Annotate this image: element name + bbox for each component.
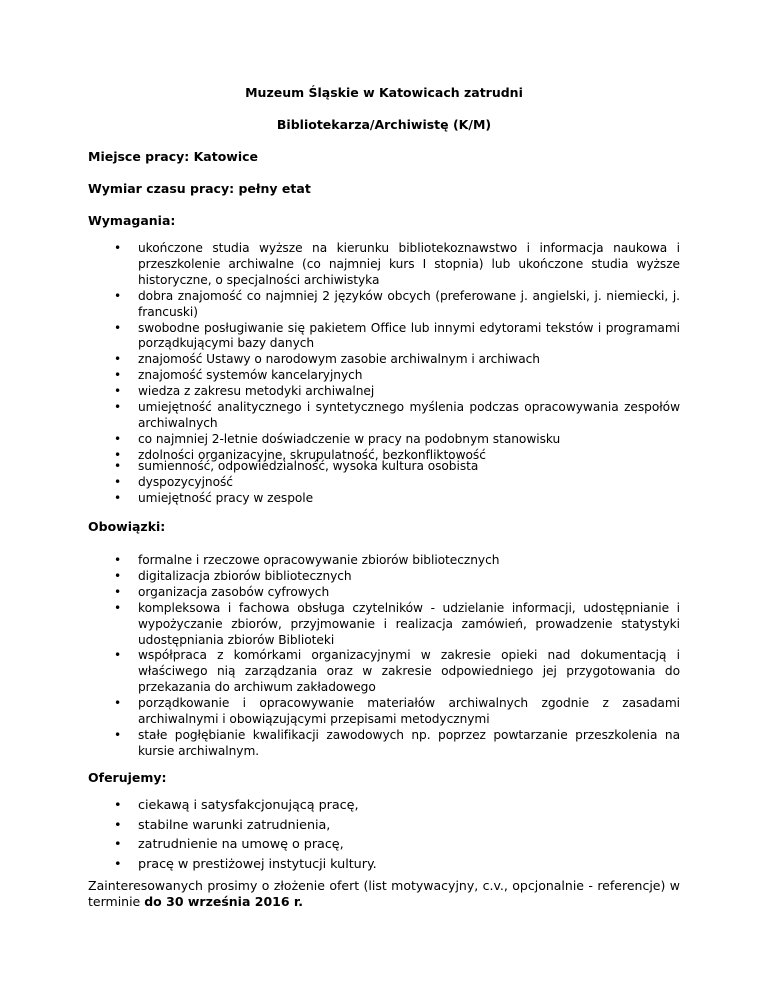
list-item: • pracę w prestiżowej instytucji kultury. xyxy=(88,855,680,875)
requirements-heading: Wymagania: xyxy=(88,213,176,228)
requirements-list-continued xyxy=(88,459,680,507)
list-item: • znajomość systemów kancelaryjnych xyxy=(88,368,680,384)
workplace-line: Miejsce pracy: Katowice xyxy=(88,149,259,164)
list-item: • dobra znajomość co najmniej 2 języków obcych (preferowane j. angielski, j. niemiecki, j. francuski) xyxy=(88,289,680,321)
list-item: • sumienność, odpowiedzialność, wysoka kultura osobista xyxy=(88,459,680,475)
list-item: • stabilne warunki zatrudnienia, xyxy=(88,816,680,836)
document-title: Muzeum Śląskie w Katowicach zatrudni xyxy=(245,85,523,100)
offer-list xyxy=(88,796,680,874)
list-item: • zdolności organizacyjne, skrupulatność, bezkonfliktowość xyxy=(88,448,680,464)
list-item: • wiedza z zakresu metodyki archiwalnej xyxy=(88,384,680,400)
offer-heading: Oferujemy: xyxy=(88,770,167,785)
list-item: • porządkowanie i opracowywanie materiałów archiwalnych zgodnie z zasadami archiwalnymi i obowiązującymi przepisami metodycznymi xyxy=(88,696,680,728)
list-item: • formalne i rzeczowe opracowywanie zbiorów bibliotecznych xyxy=(88,553,680,569)
list-item: • stałe pogłębianie kwalifikacji zawodowych np. poprzez powtarzanie przeszkolenia na kursie archiwalnym. xyxy=(88,728,680,760)
list-item: • zatrudnienie na umowę o pracę, xyxy=(88,835,680,855)
duties-heading: Obowiązki: xyxy=(88,519,166,534)
deadline-text: do 30 września 2016 r. xyxy=(144,894,304,909)
closing-paragraph xyxy=(88,878,680,910)
duties-list xyxy=(88,553,680,760)
list-item: • kompleksowa i fachowa obsługa czytelników - udzielanie informacji, udostępnianie i wypożyczanie zbiorów, przyjmowanie i realizacja zamówień, prowadzenie statystyki udostępniania zbiorów Biblioteki xyxy=(88,601,680,649)
list-item: • co najmniej 2-letnie doświadczenie w pracy na podobnym stanowisku xyxy=(88,432,680,448)
list-item: • umiejętność analitycznego i syntetycznego myślenia podczas opracowywania zespołów archiwalnych xyxy=(88,400,680,432)
closing-text: Zainteresowanych prosimy o złożenie ofert (list motywacyjny, c.v., opcjonalnie - referencje) w terminie xyxy=(88,878,680,909)
list-item: • ciekawą i satysfakcjonującą pracę, xyxy=(88,796,680,816)
list-item: • swobodne posługiwanie się pakietem Office lub innymi edytorami tekstów i programami porządkującymi bazy danych xyxy=(88,321,680,353)
list-item: • współpraca z komórkami organizacyjnymi w zakresie opieki nad dokumentacją i właściwego nią zarządzania oraz w zakresie odpowiedniego jej przygotowania do przekazania do archiwum zakładowego xyxy=(88,648,680,696)
list-item: • dyspozycyjność xyxy=(88,475,680,491)
list-item: • ukończone studia wyższe na kierunku bibliotekoznawstwo i informacja naukowa i przeszkolenie archiwalne (co najmniej kurs I stopnia) lub ukończone studia wyższe historyczne, o specjalności archiwistyka xyxy=(88,241,680,289)
position-title: Bibliotekarza/Archiwistę (K/M) xyxy=(276,117,492,132)
list-item: • znajomość Ustawy o narodowym zasobie archiwalnym i archiwach xyxy=(88,352,680,368)
working-hours-line: Wymiar czasu pracy: pełny etat xyxy=(88,181,311,196)
requirements-list xyxy=(88,241,680,464)
list-item: • digitalizacja zbiorów bibliotecznych xyxy=(88,569,680,585)
list-item: • umiejętność pracy w zespole xyxy=(88,491,680,507)
list-item: • organizacja zasobów cyfrowych xyxy=(88,585,680,601)
